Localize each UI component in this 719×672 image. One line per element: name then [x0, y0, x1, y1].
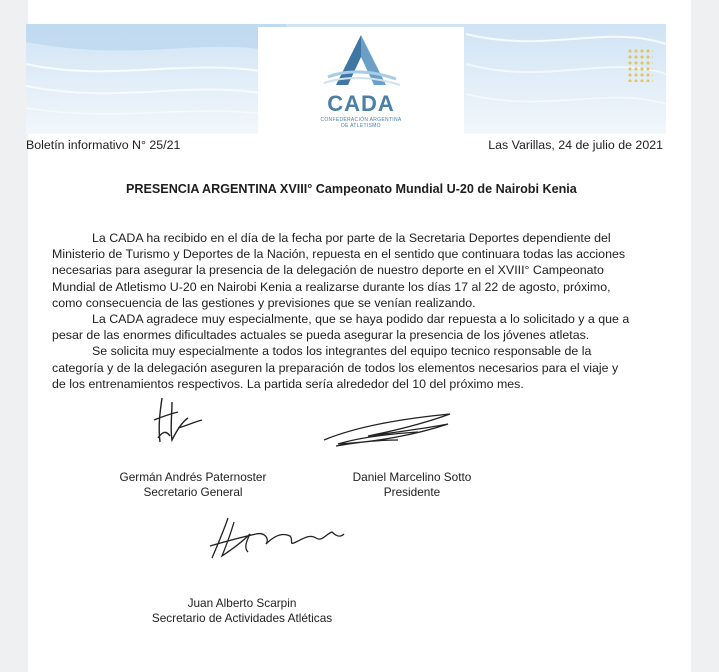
body-line: Se solicita muy especialmente a todos los integrantes del equipo tecnico responsable de la: [92, 344, 592, 359]
decorative-dots: [627, 48, 653, 82]
body-line: La CADA agradece muy especialmente, que se haya podido dar repuesta a lo solicitado y a que a: [92, 312, 630, 327]
body-line: pesar de las enormes dificultades actuales se pueda asegurar la presencia de los jóvenes atletas.: [52, 328, 590, 343]
body-line: Mundial de Atletismo U-20 en Nairobi Kenia a realizarse durante los días 17 al 22 de agosto, próximo,: [52, 279, 611, 294]
dateline: Las Varillas, 24 de julio de 2021: [488, 138, 663, 152]
signatory-name: Juan Alberto Scarpin: [187, 596, 297, 610]
logo-emblem-icon: [318, 33, 404, 91]
signatory-paternoster: [118, 470, 268, 500]
signatory-name: Daniel Marcelino Sotto: [352, 470, 472, 484]
signatory-sotto: [330, 470, 494, 500]
signatory-role: Secretario de Actividades Atléticas: [151, 611, 333, 625]
cada-logo: [258, 27, 464, 134]
signature-scarpin: [204, 512, 364, 564]
body-line: categoría y de la delegación aseguren la preparación de todos los elementos necesarios para el viaje y: [52, 360, 619, 375]
signature-paternoster: [148, 392, 208, 448]
signatory-name: Germán Andrés Paternoster: [119, 470, 267, 484]
body-line: de los entrenamientos respectivos. La partida sería alrededor del 10 del próximo mes.: [52, 376, 524, 391]
bulletin-number: Boletín informativo N° 25/21: [26, 138, 181, 152]
document-title: PRESENCIA ARGENTINA XVIII° Campeonato Mundial U-20 de Nairobi Kenia: [126, 182, 577, 196]
body-line: La CADA ha recibido en el día de la fecha por parte de la Secretaria Deportes dependiente del: [92, 231, 611, 245]
signatory-scarpin: [136, 596, 348, 626]
body-text: [52, 230, 682, 392]
body-line: Ministerio de Turismo y Deportes de la Nación, repuesta en el sentido que continuara todas las acciones: [52, 247, 626, 262]
logo-subtitle: CONFEDERACIÓN ARGENTINA DE ATLETISMO: [320, 117, 402, 129]
body-line: como consecuencia de las gestiones y previsiones que se venían realizando.: [52, 295, 476, 310]
signatory-role: Presidente: [383, 485, 441, 499]
body-line: necesarias para asegurar la presencia de la delegación de nuestro deporte en el XVIII° Campeonato: [52, 263, 604, 278]
signature-sotto: [318, 410, 458, 450]
signatory-role: Secretario General: [143, 485, 243, 499]
logo-wordmark: CADA: [327, 91, 395, 116]
